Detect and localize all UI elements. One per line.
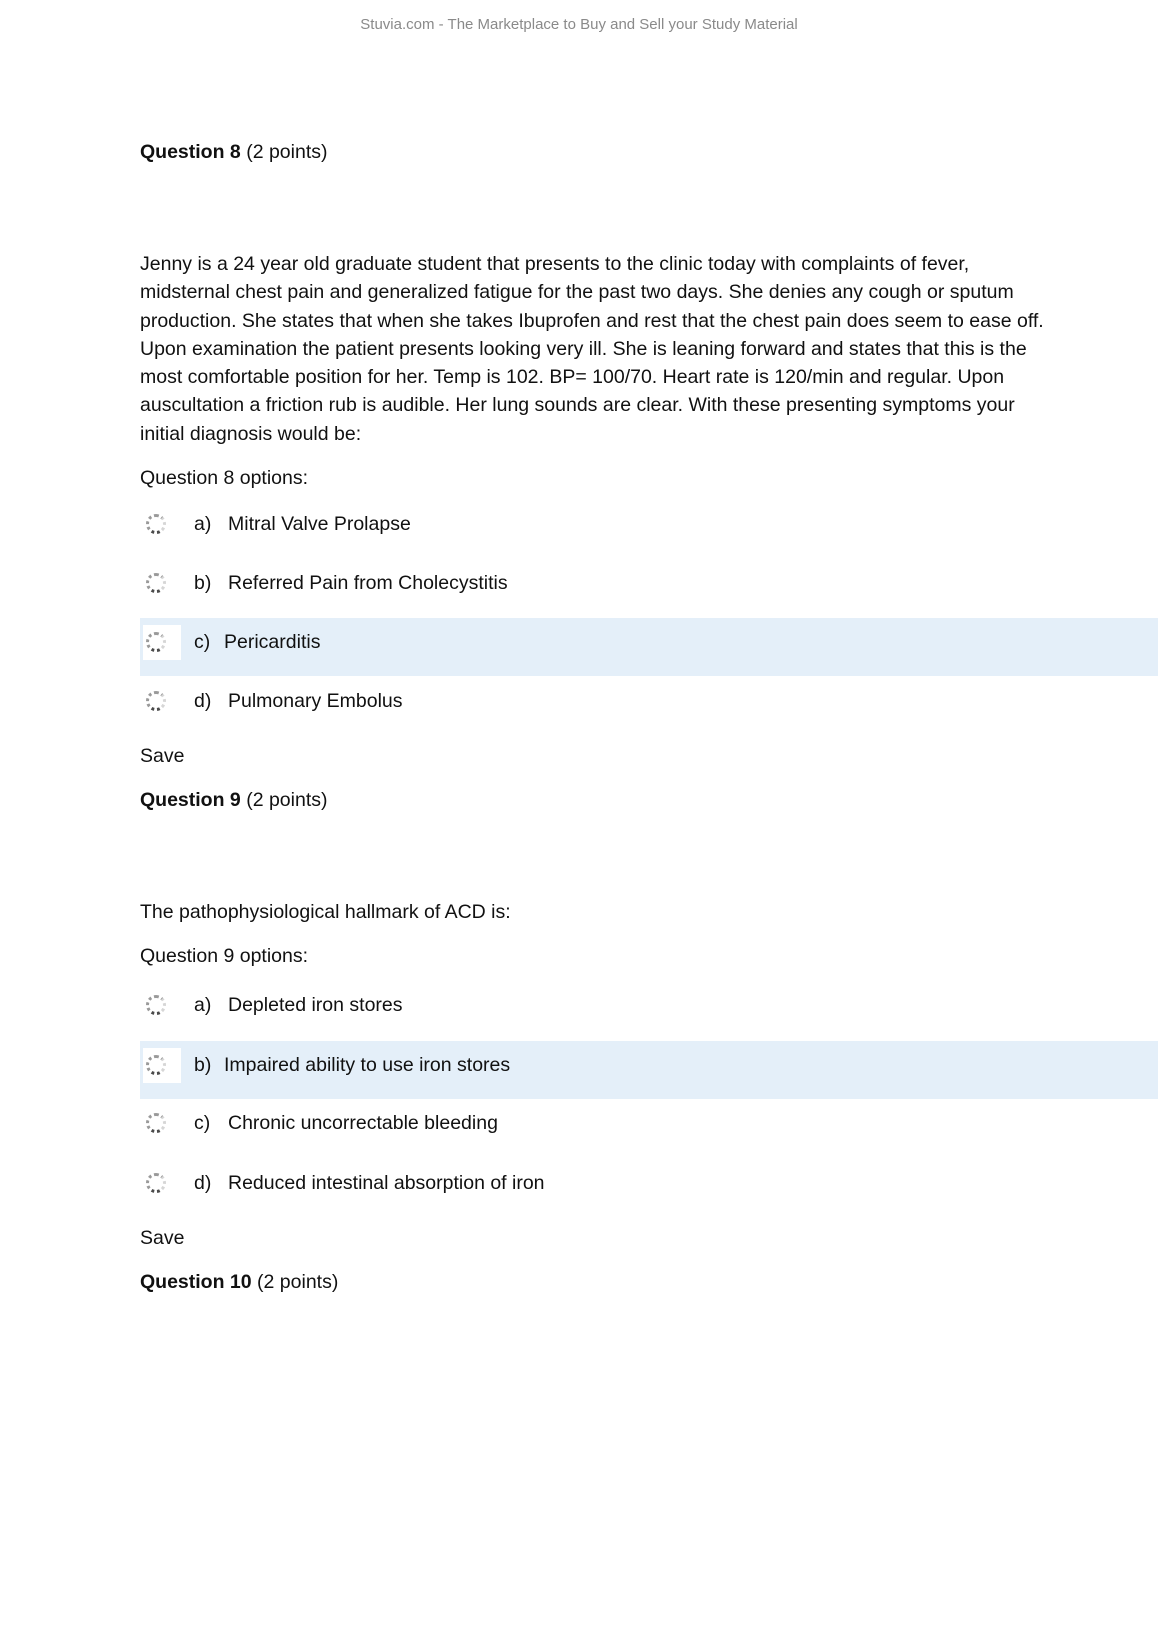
- question-number: Question 10: [140, 1271, 252, 1293]
- radio-button[interactable]: [146, 1173, 166, 1193]
- radio-button[interactable]: [146, 573, 166, 593]
- question-8-option-c[interactable]: [140, 618, 1158, 676]
- radio-button[interactable]: [146, 514, 166, 534]
- question-8-save-button[interactable]: Save: [140, 745, 185, 767]
- option-letter: c): [194, 1112, 211, 1134]
- option-text: Referred Pain from Cholecystitis: [228, 572, 508, 594]
- radio-button[interactable]: [146, 1113, 166, 1133]
- option-text: Chronic uncorrectable bleeding: [228, 1112, 498, 1134]
- option-letter: c): [194, 631, 211, 653]
- question-9-option-a[interactable]: [140, 981, 1158, 1039]
- question-points: (2 points): [246, 789, 328, 811]
- option-letter: d): [194, 1172, 212, 1194]
- option-text: Mitral Valve Prolapse: [228, 513, 411, 535]
- question-8-options-label: Question 8 options:: [140, 467, 309, 489]
- question-9-stem: The pathophysiological hallmark of ACD is:: [140, 901, 511, 923]
- question-10-heading: [140, 1268, 338, 1296]
- question-8-option-a[interactable]: [140, 500, 1158, 558]
- question-points: (2 points): [257, 1271, 339, 1293]
- option-letter: b): [194, 1054, 212, 1076]
- option-text: Pericarditis: [224, 631, 321, 653]
- question-points: (2 points): [246, 141, 328, 163]
- radio-button[interactable]: [146, 691, 166, 711]
- question-9-option-c[interactable]: [140, 1099, 1158, 1157]
- question-8-heading: [140, 138, 328, 166]
- question-9-option-d[interactable]: [140, 1159, 1158, 1217]
- question-8-stem: Jenny is a 24 year old graduate student that presents to the clinic today with complaints of fever, midsternal chest pain and generalized fatigue for the past two days. She denies any cough or sputum production. She states that when she takes Ibuprofen and rest that the chest pain does seem to ease off. Upon examination the patient presents looking very ill. She is leaning forward and states that this is the most comfortable position for her. Temp is 102. BP= 100/70. Heart rate is 120/min and regular. Upon auscultation a friction rub is audible. Her lung sounds are clear. With these presenting symptoms your initial diagnosis would be:: [140, 253, 1044, 445]
- question-9-options-label: Question 9 options:: [140, 945, 309, 967]
- question-number: Question 8: [140, 141, 241, 163]
- question-8-option-d[interactable]: [140, 677, 1158, 735]
- option-letter: a): [194, 513, 212, 535]
- option-text: Impaired ability to use iron stores: [224, 1054, 511, 1076]
- question-9-heading: [140, 786, 328, 814]
- option-text: Pulmonary Embolus: [228, 690, 403, 712]
- question-8-option-b[interactable]: [140, 559, 1158, 617]
- question-9-save-button[interactable]: Save: [140, 1227, 185, 1249]
- option-letter: a): [194, 994, 212, 1016]
- question-number: Question 9: [140, 789, 241, 811]
- option-text: Depleted iron stores: [228, 994, 403, 1016]
- question-9-option-b[interactable]: [140, 1041, 1158, 1099]
- radio-button[interactable]: [146, 632, 166, 652]
- radio-button[interactable]: [146, 1055, 166, 1075]
- radio-button[interactable]: [146, 995, 166, 1015]
- option-text: Reduced intestinal absorption of iron: [228, 1172, 545, 1194]
- option-letter: b): [194, 572, 212, 594]
- watermark: Stuvia.com - The Marketplace to Buy and Sell your Study Material: [360, 16, 798, 33]
- option-letter: d): [194, 690, 212, 712]
